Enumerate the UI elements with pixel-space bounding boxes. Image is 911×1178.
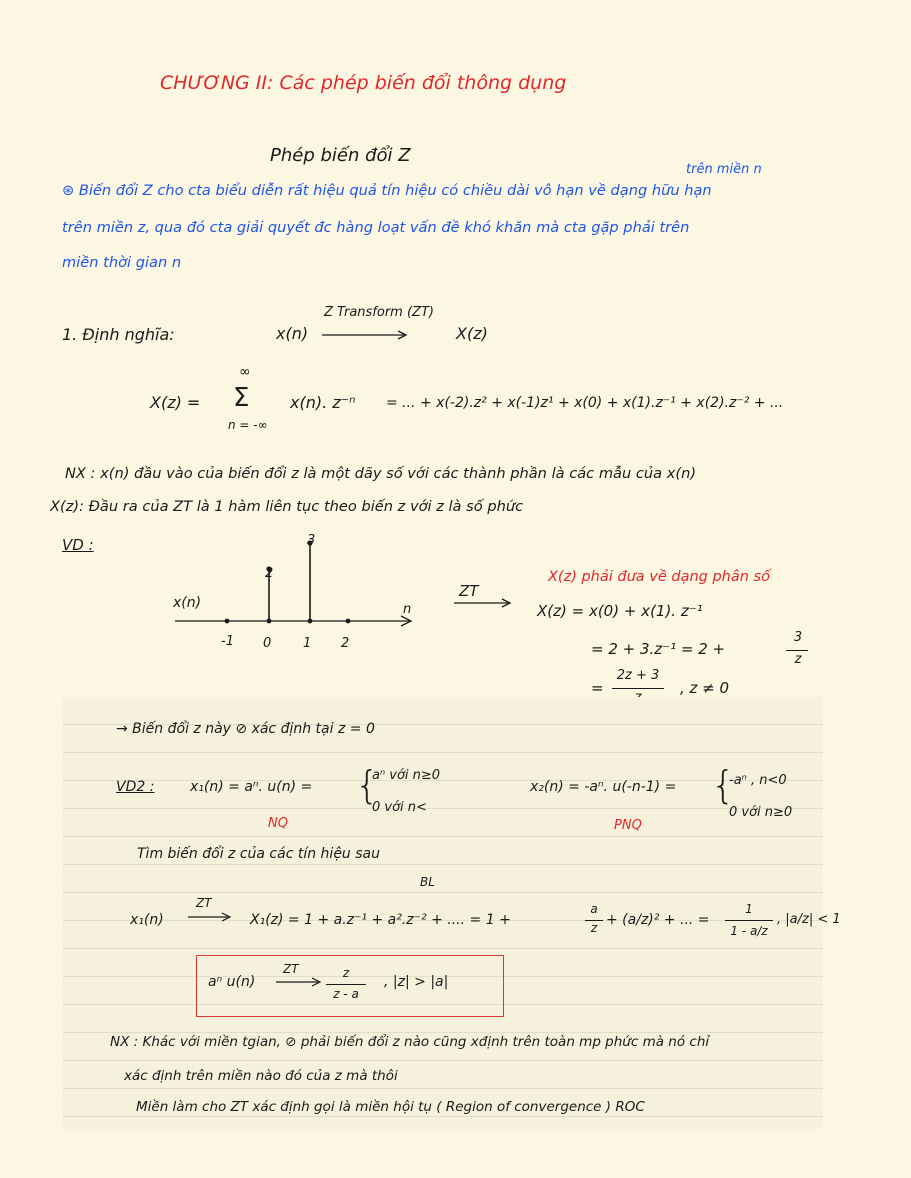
chapter-title: CHƯƠNG II: Các phép biến đổi thông dụng <box>160 72 567 94</box>
nx1-line-2: X(z): Đầu ra của ZT là 1 hàm liên tục theo biến z với z là số phức <box>50 498 524 515</box>
intro-annotation: trên miền n <box>686 162 762 177</box>
nx1-line-1: NX : x(n) đầu vào của biến đổi z là một dãy số với các thành phần là các mẫu của x(n) <box>65 465 697 482</box>
definition-label: 1. Định nghĩa: <box>62 325 175 344</box>
box-arrow-label: ZT <box>283 962 299 976</box>
x1-lhs: x₁(n) <box>130 912 164 928</box>
frac1-bar <box>786 650 808 651</box>
sum-upper: ∞ <box>239 364 251 380</box>
transform-arrow <box>320 328 410 342</box>
x1-brace: { <box>355 763 380 807</box>
section-title: Phép biến đổi Z <box>270 145 411 166</box>
axis-sample-dot <box>308 619 313 624</box>
x1-arrow-label: ZT <box>196 896 212 910</box>
x1-series-tail: + (a/z)² + ... = <box>606 912 710 928</box>
x2-tag: PNQ <box>614 818 642 833</box>
tick-label: 1 <box>303 636 312 651</box>
zt-arrow <box>452 596 514 610</box>
formula-term: x(n). z⁻ⁿ <box>290 393 356 412</box>
frac1-denominator: z <box>794 652 802 667</box>
stem-plot <box>165 525 425 655</box>
formula-expansion: = ... + x(-2).z² + x(-1)z¹ + x(0) + x(1).z⁻¹ + x(2).z⁻² + ... <box>386 395 784 411</box>
x1-series: X₁(z) = 1 + a.z⁻¹ + a².z⁻² + .... = 1 + <box>250 912 511 928</box>
x1-frac1-den: z <box>590 921 598 935</box>
plot-xlabel: n <box>403 602 412 617</box>
box-frac-num: z <box>342 966 350 980</box>
stem-label: 3 <box>307 533 316 548</box>
formula-lhs: X(z) = <box>150 393 201 412</box>
task-line: Tìm biến đổi z của các tín hiệu sau <box>137 846 381 862</box>
box-lhs: aⁿ u(n) <box>208 974 256 990</box>
box-frac-bar <box>326 984 366 985</box>
x1-frac2-den: 1 - a/z <box>730 924 768 938</box>
x1-tag: NQ <box>268 816 288 831</box>
sum-lower: n = -∞ <box>228 418 268 432</box>
transform-rhs: X(z) <box>456 324 488 343</box>
box-arrow <box>274 975 324 989</box>
x1-frac2-bar <box>725 920 773 921</box>
intro-line-2: trên miền z, qua đó cta giải quyết đc hàng loạt vấn đề khó khăn mà cta gặp phải trên <box>62 219 690 236</box>
x1-condition: , |a/z| < 1 <box>777 912 841 927</box>
frac2-numerator: 2z + 3 <box>616 668 660 683</box>
x2-case-1: -aⁿ , n<0 <box>729 773 787 788</box>
x2-brace: { <box>711 763 736 807</box>
intro-line-3: miền thời gian n <box>62 254 182 271</box>
transform-lhs: x(n) <box>276 324 309 343</box>
bl-label: BL <box>420 875 435 889</box>
x1-arrow <box>186 910 234 924</box>
axis-sample-dot <box>225 619 230 624</box>
frac2-bar <box>612 688 664 689</box>
arrow-note: → Biến đổi z này ⊘ xác định tại z = 0 <box>116 721 375 737</box>
frac1-numerator: 3 <box>793 630 803 645</box>
axis-sample-dot <box>267 619 272 624</box>
x1-definition: x₁(n) = aⁿ. u(n) = <box>190 779 313 795</box>
nx2-line-2: xác định trên miền nào đó của z mà thôi <box>124 1068 398 1084</box>
example-note: X(z) phải đưa về dạng phân số <box>548 569 770 585</box>
tick-label: -1 <box>221 634 234 649</box>
x1-frac2-num: 1 <box>745 902 753 916</box>
transform-arrow-label: Z Transform (ZT) <box>324 305 434 320</box>
box-frac-den: z - a <box>333 987 359 1001</box>
x1-case-1: aⁿ với n≥0 <box>372 768 441 783</box>
axis-sample-dot <box>346 619 351 624</box>
intro-line-1: ⊛ Biến đổi Z cho cta biểu diễn rất hiệu quả tín hiệu có chiều dài vô hạn về dạng hữu hạn <box>62 182 712 199</box>
example-step-3-cond: , z ≠ 0 <box>680 679 730 697</box>
example-step-1: X(z) = x(0) + x(1). z⁻¹ <box>537 602 703 620</box>
nx2-line-1: NX : Khác với miền tgian, ⊘ phải biến đổi z nào cũng xđịnh trên toàn mp phức mà nó chỉ <box>110 1034 710 1050</box>
tick-label: 2 <box>341 636 350 651</box>
x2-case-2: 0 với n≥0 <box>729 805 793 820</box>
sum-symbol: Σ <box>233 383 250 413</box>
box-condition: , |z| > |a| <box>384 974 449 990</box>
tick-label: 0 <box>263 636 272 651</box>
example-label: VD : <box>62 536 94 554</box>
zt-arrow-label: ZT <box>459 582 479 600</box>
nx2-line-3: Miền làm cho ZT xác định gọi là miền hội tụ ( Region of convergence ) ROC <box>136 1099 645 1115</box>
x1-case-2: 0 với n< <box>372 800 427 815</box>
example-step-3-eq: = <box>591 679 604 697</box>
stem-label: 2 <box>265 566 274 581</box>
vd2-label: VD2 : <box>116 779 155 795</box>
x1-frac1-num: a <box>590 902 598 916</box>
x2-definition: x₂(n) = -aⁿ. u(-n-1) = <box>530 779 677 795</box>
plot-ylabel: x(n) <box>173 595 202 611</box>
example-step-2: = 2 + 3.z⁻¹ = 2 + <box>591 640 726 658</box>
